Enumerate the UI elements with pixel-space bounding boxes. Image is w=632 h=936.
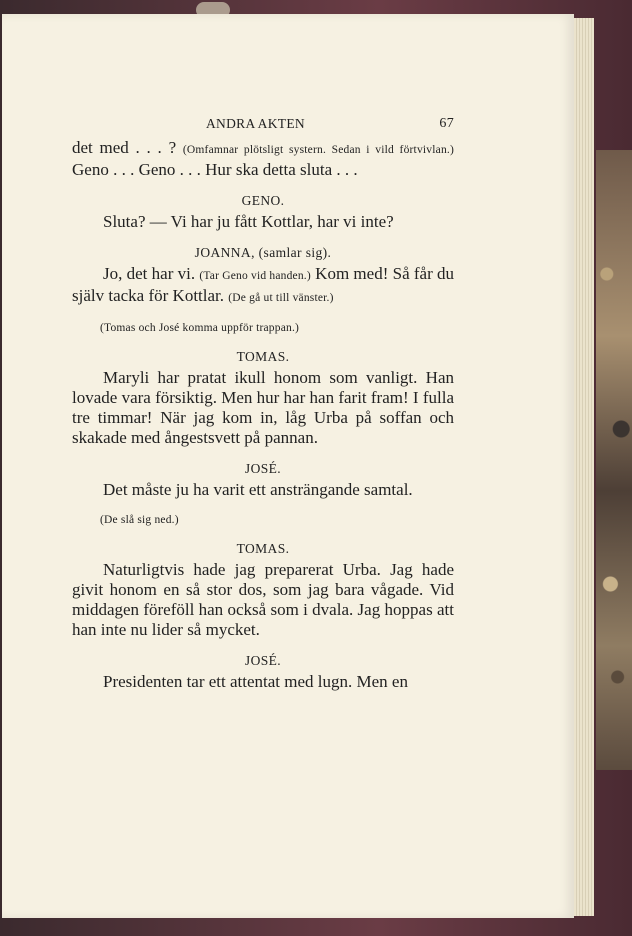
line-text: Kom med! Så får du själv tacka för Kottlar. — [72, 264, 454, 305]
stage-direction: (Tar Geno vid handen.) — [199, 270, 311, 282]
speaker-name: JOSÉ. — [244, 653, 282, 668]
stage-direction: (De slå sig ned.) — [100, 514, 179, 526]
speech: Naturligtvis hade jag preparerat Urba. Jag hade givit honom en så stor dos, som jag bara vågade. Vid middagen föreföll han också som i dvala. Jag hoppas att han inte nu lider så mycket. — [72, 560, 454, 639]
speech: Maryli har pratat ikull honom som vanligt. Han lovade vara försiktig. Men hur har han farit fram! I fulla tre timmar! När jag kom in, låg Urba på soffan och skakade med ångestsvett på pannan. — [72, 368, 454, 447]
stage-direction: (Omfamnar plötsligt systern. Sedan i vild förtvivlan.) — [182, 144, 454, 156]
speaker-name: GENO. — [241, 193, 285, 208]
speech: Det måste ju ha varit ett ansträngande samtal. — [103, 480, 413, 499]
stage-direction: (Tomas och José komma uppför trappan.) — [100, 322, 300, 334]
line-text: Geno . . . Geno . . . Hur ska detta sluta . . . — [72, 160, 358, 179]
speech: Sluta? — Vi har ju fått Kottlar, har vi inte? — [103, 212, 394, 231]
marbled-endpaper — [596, 150, 632, 770]
speaker-name: JOSÉ. — [244, 461, 282, 476]
speaker-name: TOMAS. — [236, 349, 290, 364]
page-text — [72, 102, 454, 692]
stage-direction: (samlar sig). — [258, 245, 332, 260]
speaker-heading — [72, 244, 454, 262]
running-head — [72, 102, 454, 131]
speech — [72, 264, 454, 308]
paragraph-1 — [72, 138, 454, 180]
speech: Presidenten tar ett attentat med lugn. Men en — [103, 672, 408, 691]
speaker-name: TOMAS. — [236, 541, 290, 556]
line-text: det med . . . ? — [72, 138, 177, 157]
speaker-name: JOANNA, — [194, 245, 255, 260]
stage-direction: (De gå ut till vänster.) — [228, 292, 334, 304]
running-title: ANDRA AKTEN — [206, 116, 305, 131]
page-number: 67 — [439, 116, 454, 131]
line-text: Jo, det har vi. — [103, 264, 196, 283]
